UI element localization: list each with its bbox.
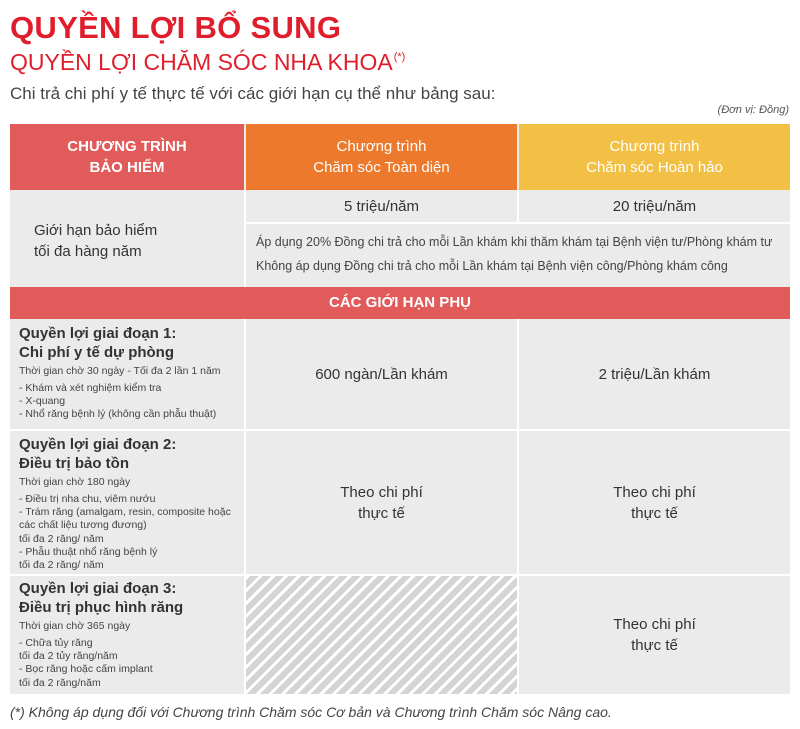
divider (246, 222, 790, 224)
value-line: Theo chi phí (340, 483, 423, 501)
value-line: Theo chi phí (613, 483, 696, 501)
page-subtitle (10, 49, 405, 76)
stage-title: Quyền lợi giai đoạn 2: (19, 436, 177, 453)
value-line: 2 triệu/Lần khám (598, 365, 711, 383)
stage-title: Điều trị phục hình răng (19, 599, 184, 616)
stage-item: - Nhổ răng bệnh lý (không cần phẫu thuật) (19, 408, 217, 421)
annual-limit-label (34, 220, 157, 262)
stage-item: - Trám răng (amalgam, resin, composite hoặc (19, 506, 231, 519)
stage-2-plan1-value (246, 431, 517, 574)
stage-item: - Khám và xét nghiệm kiểm tra (19, 382, 162, 394)
header-program-line: BẢO HIỂM (89, 159, 165, 176)
stage-item: các chất liệu tương đương) (19, 519, 147, 532)
header-program (10, 124, 244, 190)
header-plan-perfect (519, 124, 790, 190)
stage-1-plan2-value (519, 319, 790, 429)
stage-1-plan1-value (246, 319, 517, 429)
benefits-table (10, 124, 790, 694)
stage-waiting-period: Thời gian chờ 180 ngày (19, 476, 131, 488)
value-line: thực tế (631, 637, 678, 654)
stage-items (19, 382, 241, 422)
copay-note: Không áp dụng Đồng chi trả cho mỗi Lần khám tại Bệnh viện công/Phòng khám công (256, 259, 728, 273)
page-title: QUYỀN LỢI BỔ SUNG (10, 10, 342, 45)
stage-2-description (19, 435, 241, 572)
header-plan-line: Chăm sóc Hoàn hảo (586, 159, 723, 176)
stage-item: - Điều trị nha chu, viêm nướu (19, 493, 156, 505)
stage-waiting-period: Thời gian chờ 365 ngày (19, 620, 131, 632)
header-plan-comprehensive (246, 124, 517, 190)
subtitle-text: QUYỀN LỢI CHĂM SÓC NHA KHOA (10, 49, 393, 75)
value-line: 600 ngàn/Lần khám (315, 365, 448, 383)
header-plan-line: Chương trình (336, 138, 427, 155)
subtitle-footnote-mark: (*) (393, 51, 406, 63)
value-line: thực tế (631, 504, 678, 522)
stage-title: Chi phí y tế dự phòng (19, 344, 175, 361)
annual-limit-label-line: Giới hạn bảo hiểm (34, 222, 158, 239)
stage-waiting-period: Thời gian chờ 30 ngày - Tối đa 2 lần 1 năm (19, 365, 221, 377)
annual-limit-plan2: 20 triệu/năm (612, 198, 697, 215)
annual-limit-plan1: 5 triệu/năm (343, 198, 420, 215)
stage-title: Điều trị bảo tồn (19, 455, 129, 472)
unit-note: (Đơn vị: Đồng) (717, 104, 789, 116)
stage-item: - Phẫu thuật nhổ răng bệnh lý (19, 545, 158, 558)
stage-title: Quyền lợi giai đoạn 3: (19, 580, 177, 597)
annual-limit-label-line: tối đa hàng năm (34, 243, 142, 260)
stage-1-description (19, 324, 241, 422)
value-line: thực tế (358, 504, 405, 522)
stage-items (19, 493, 241, 572)
stage-3-description (19, 579, 241, 690)
stage-2-plan2-value (519, 431, 790, 574)
footnote: (*) Không áp dụng đối với Chương trình Chăm sóc Cơ bản và Chương trình Chăm sóc Nâng cao. (10, 704, 612, 720)
stage-item: - X-quang (19, 395, 66, 408)
value-line: Theo chi phí (613, 616, 696, 633)
stage-item: tối đa 2 răng/ năm (19, 532, 104, 545)
copay-note: Áp dụng 20% Đồng chi trả cho mỗi Lần khám khi thăm khám tại Bệnh viện tư/Phòng khám tư (256, 235, 773, 249)
stage-items (19, 637, 241, 690)
stage-item: tối đa 2 răng/ năm (19, 559, 104, 572)
header-plan-line: Chăm sóc Toàn diện (313, 159, 450, 176)
header-program-line: CHƯƠNG TRÌNH (67, 138, 187, 155)
stage-item: tối đa 2 tủy răng/năm (19, 650, 118, 663)
stage-3-plan1-not-covered (246, 576, 517, 694)
stage-item: - Chữa tủy răng (19, 637, 93, 649)
stage-title: Quyền lợi giai đoạn 1: (19, 325, 177, 342)
stage-item: tối đa 2 răng/năm (19, 676, 101, 689)
sub-limits-header: CÁC GIỚI HẠN PHỤ (10, 287, 790, 319)
stage-3-plan2-value (519, 576, 790, 694)
stage-item: - Bọc răng hoặc cấm implant (19, 663, 153, 676)
header-plan-line: Chương trình (609, 138, 700, 155)
intro-text: Chi trả chi phí y tế thực tế với các giới hạn cụ thể như bảng sau: (10, 84, 496, 103)
